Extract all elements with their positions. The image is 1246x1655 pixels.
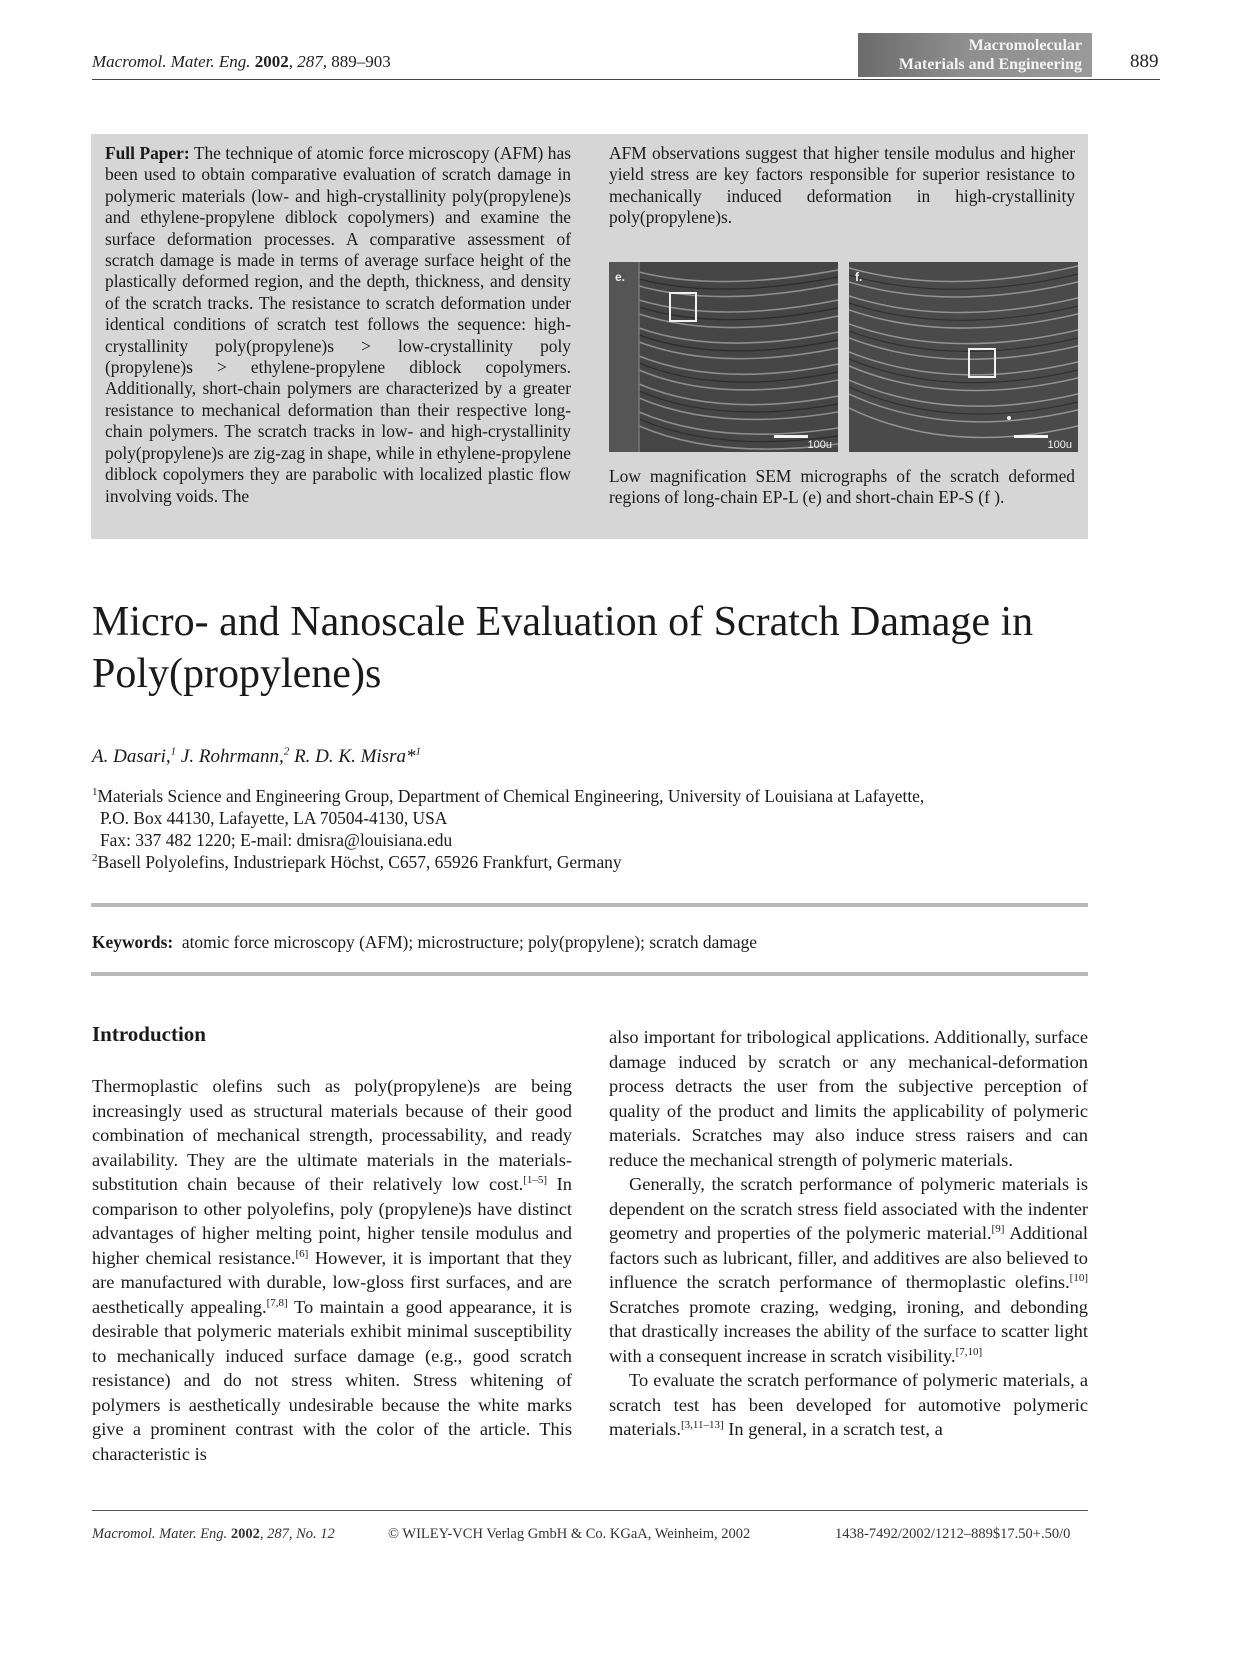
body-text: Additional factors such as lubricant, filler, and additives are also believed to influence the scratch performance of thermoplastic olefins. xyxy=(609,1223,1088,1292)
scale-bar-f xyxy=(1014,435,1048,438)
body-text: However, it is important that they are manufactured with durable, low-gloss first surfaces, and are aesthetically appealing. xyxy=(92,1247,572,1317)
region-marker-f xyxy=(968,348,996,378)
citation-ref: [3,11–13] xyxy=(681,1418,724,1431)
journal-abbrev: Macromol. Mater. Eng. xyxy=(92,52,251,71)
keywords-label: Keywords: xyxy=(92,932,174,952)
author-affil-mark: 1 xyxy=(170,745,177,758)
panel-label-e: e. xyxy=(615,270,626,284)
footer-journal: Macromol. Mater. Eng. xyxy=(92,1526,228,1542)
journal-logo xyxy=(858,33,1092,77)
scale-label-e: 100u xyxy=(807,439,832,451)
sem-micrograph-e xyxy=(609,262,838,452)
author-list xyxy=(92,746,421,768)
scale-label-f: 100u xyxy=(1047,439,1072,451)
journal-logo-line1: Macromolecular xyxy=(968,37,1082,54)
journal-pages: 889–903 xyxy=(331,52,391,71)
affiliation-line: Materials Science and Engineering Group, Department of Chemical Engineering, University of Louisiana at Lafayette, xyxy=(97,786,925,806)
body-text: Generally, the scratch performance of polymeric materials is dependent on the scratch stress field associated with the indenter geometry and properties of the polymeric material. xyxy=(609,1174,1088,1243)
journal-logo-line2: Materials and Engineering xyxy=(898,56,1082,73)
header-rule xyxy=(92,79,1160,80)
footer-volume-issue: , 287, No. 12 xyxy=(259,1526,335,1542)
body-text: In comparison to other polyolefins, poly (propylene)s have distinct advantages of higher melting point, higher tensile modulus and higher chemical resistance. xyxy=(92,1174,572,1268)
section-heading-introduction: Introduction xyxy=(92,1022,206,1046)
intro-left-column xyxy=(92,1074,572,1466)
page-number: 889 xyxy=(1130,51,1159,72)
keywords-bottom-rule xyxy=(91,972,1088,976)
keywords-top-rule xyxy=(91,903,1088,907)
citation-ref: [9] xyxy=(991,1222,1005,1235)
footer-citation xyxy=(92,1526,335,1543)
region-marker-e xyxy=(669,292,697,322)
sem-texture-e xyxy=(609,262,838,452)
paragraph xyxy=(609,1172,1088,1368)
body-text: Scratches promote crazing, wedging, ironing, and debonding that drastically increases the ability of the surface to scatter light with a consequent increase in scratch visibility. xyxy=(609,1296,1088,1366)
citation-ref: [1–5] xyxy=(523,1173,548,1186)
citation-ref: [10] xyxy=(1069,1271,1088,1284)
affiliation-2 xyxy=(92,851,1152,873)
footer-copyright: © WILEY-VCH Verlag GmbH & Co. KGaA, Weinheim, 2002 xyxy=(388,1526,751,1542)
contact-line: Fax: 337 482 1220; E-mail: dmisra@louisiana.edu xyxy=(100,830,453,850)
affiliation-mark: 1 xyxy=(92,786,98,799)
sem-micrograph-f xyxy=(849,262,1078,452)
footer-rule xyxy=(92,1510,1088,1511)
author-affil-mark: 2 xyxy=(283,745,290,758)
author-name: J. Rohrmann, xyxy=(180,746,284,767)
affiliation-1 xyxy=(92,785,1152,807)
abstract-label: Full Paper: xyxy=(105,143,190,163)
journal-volume: 287 xyxy=(297,52,323,71)
affiliations xyxy=(92,785,1152,873)
citation-ref: [7,10] xyxy=(955,1345,983,1358)
citation-ref: [7,8] xyxy=(266,1296,288,1309)
body-text: To maintain a good appearance, it is desirable that polymeric materials exhibit minimal susceptibility to mechanically induced surface damage (e.g., good scratch resistance) and do not stress whiten. Stress whitening of polymers is aesthetically undesirable because the white marks give a prominent contrast with the color of the article. This characteristic is xyxy=(92,1296,573,1464)
paragraph xyxy=(609,1368,1088,1442)
author-name: R. D. K. Misra* xyxy=(294,746,416,767)
abstract-text-left: The technique of atomic force microscopy (AFM) has been used to obtain comparative evaluation of scratch damage in polymeric materials (low- and high-crystallinity poly(propylene)s and ethylene-propylene diblock copolymers) and examine the surface deformation processes. A comparative assessment of scratch damage is made in terms of average surface height of the plastically deformed region, and the depth, thickness, and density of the scratch tracks. The resistance to scratch deformation under identical conditions of scratch test follows the sequence: high-crystallinity poly(propylene)s > low-crystallinity poly (propylene)s > ethylene-propylene diblock copolymers. Additionally, short-chain polymers are characterized by a greater resistance to mechanical deformation than their respective long-chain polymers. The scratch tracks in low- and high-crystallinity poly(propylene)s are zig-zag in shape, while in ethylene-propylene diblock copolymers they are parabolic with localized plastic flow involving voids. The xyxy=(105,143,571,506)
citation-ref: [6] xyxy=(295,1247,309,1260)
author-name: A. Dasari, xyxy=(92,746,171,767)
author-affil-mark: 1 xyxy=(415,745,421,758)
paragraph: also important for tribological applications. Additionally, surface damage induced by scratch or any mechanical-deformation process detracts the user from the subjective perception of quality of the product and limits the applicability of polymeric materials. Scratches may also induce stress raisers and can reduce the mechanical strength of polymeric materials. xyxy=(609,1027,1088,1170)
running-header-citation: Macromol. Mater. Eng. 2002, 287, 889–903 xyxy=(92,52,391,71)
body-text: To evaluate the scratch performance of polymeric materials, a scratch test has been developed for automotive polymeric materials. xyxy=(609,1370,1088,1439)
abstract-right-text: AFM observations suggest that higher tensile modulus and higher yield stress are key factors responsible for superior resistance to mechanically induced deformation in high-crystallinity poly(propylene)s. xyxy=(609,143,1075,228)
body-text: Thermoplastic olefins such as poly(propylene)s are being increasingly used as structural materials because of their good combination of mechanical strength, processability, and ready availability. They are the ultimate materials in the materials-substitution chain because of their relatively low cost. xyxy=(92,1076,572,1194)
intro-right-column xyxy=(609,1025,1088,1442)
footer-year: 2002 xyxy=(230,1526,260,1542)
footer-code: 1438-7492/2002/1212–889$17.50+.50/0 xyxy=(835,1526,1071,1542)
keywords xyxy=(92,932,757,953)
scale-bar-e xyxy=(774,435,808,438)
body-text: In general, in a scratch test, a xyxy=(723,1419,943,1439)
journal-year: 2002 xyxy=(254,52,289,71)
affiliation-line: Basell Polyolefins, Industriepark Höchst, C657, 65926 Frankfurt, Germany xyxy=(97,852,622,872)
affiliation-mark: 2 xyxy=(92,852,98,865)
paper-title: Micro- and Nanoscale Evaluation of Scratch Damage in Poly(propylene)s xyxy=(92,599,1034,697)
affiliation-line: P.O. Box 44130, Lafayette, LA 70504-4130, USA xyxy=(100,808,448,828)
abstract-left-column xyxy=(105,143,571,507)
keywords-text: atomic force microscopy (AFM); microstructure; poly(propylene); scratch damage xyxy=(181,932,757,952)
figure-caption: Low magnification SEM micrographs of the scratch deformed regions of long-chain EP-L (e) and short-chain EP-S (f ). xyxy=(609,466,1075,508)
panel-label-f: f. xyxy=(855,270,863,284)
sem-texture-f xyxy=(849,262,1078,452)
